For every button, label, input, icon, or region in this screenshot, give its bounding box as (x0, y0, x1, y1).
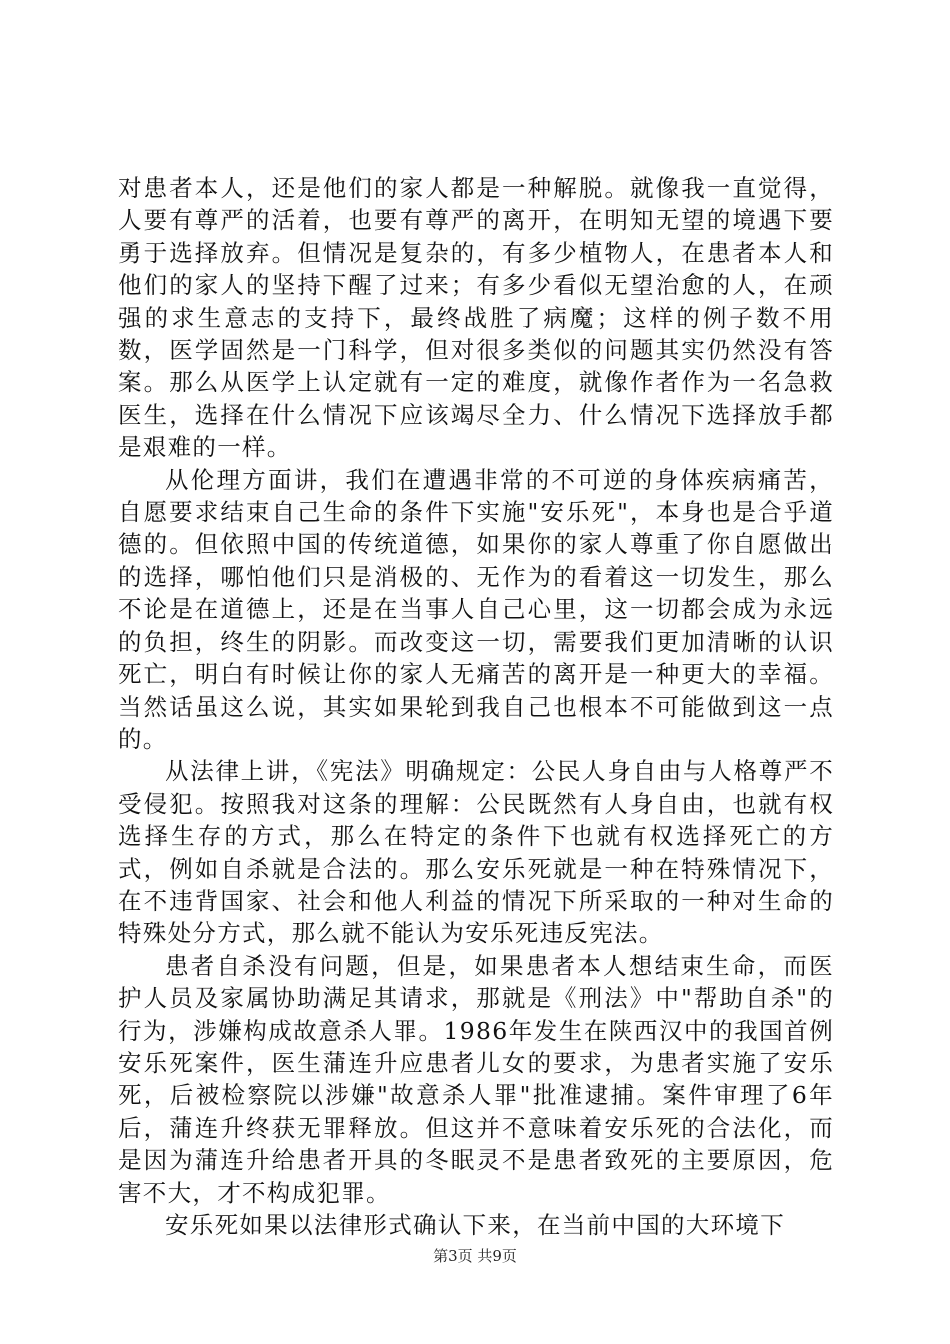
paragraph-law: 从法律上讲，《宪法》明确规定：公民人身自由与人格尊严不受侵犯。按照我对这条的理解：公民既然有人身自由，也就有权选择生存的方式，那么在特定的条件下也就有权选择死亡的方式，例如自杀就是合法的。那么安乐死就是一种在特殊情况下，在不违背国家、社会和他人利益的情况下所采取的一种对生命的特殊处分方式，那么就不能认为安乐死违反宪法。 (118, 757, 834, 948)
paragraph-legalization: 安乐死如果以法律形式确认下来，在当前中国的大环境下 (165, 1211, 785, 1239)
body-text (118, 172, 834, 1241)
paragraph-continuation: 对患者本人，还是他们的家人都是一种解脱。就像我一直觉得，人要有尊严的活着，也要有尊严的离开，在明知无望的境遇下要勇于选择放弃。但情况是复杂的，有多少植物人，在患者本人和他们的家人的坚持下醒了过来；有多少看似无望治愈的人，在顽强的求生意志的支持下，最终战胜了病魔；这样的例子数不用数，医学固然是一门科学，但对很多类似的问题其实仍然没有答案。那么从医学上认定就有一定的难度，就像作者作为一名急救医生，选择在什么情况下应该竭尽全力、什么情况下选择放手都是艰难的一样。 (118, 174, 834, 462)
page-number-footer: 第3页 共9页 (433, 1247, 517, 1265)
paragraph-criminal-law: 患者自杀没有问题，但是，如果患者本人想结束生命，而医护人员及家属协助满足其请求，那就是《刑法》中"帮助自杀"的行为，涉嫌构成故意杀人罪。1986年发生在陕西汉中的我国首例安乐死案件，医生蒲连升应患者儿女的要求，为患者实施了安乐死，后被检察院以涉嫌"故意杀人罪"批准逮捕。案件审理了6年后，蒲连升终获无罪释放。但这并不意味着安乐死的合法化，而是因为蒲连升给患者开具的冬眠灵不是患者致死的主要原因，危害不大，才不构成犯罪。 (118, 951, 834, 1207)
paragraph-ethics: 从伦理方面讲，我们在遭遇非常的不可逆的身体疾病痛苦，自愿要求结束自己生命的条件下实施"安乐死"，本身也是合乎道德的。但依照中国的传统道德，如果你的家人尊重了你自愿做出的选择，哪怕他们只是消极的、无作为的看着这一切发生，那么不论是在道德上，还是在当事人自己心里，这一切都会成为永远的负担，终生的阴影。而改变这一切，需要我们更加清晰的认识死亡，明白有时候让你的家人无痛苦的离开是一种更大的幸福。当然话虽这么说，其实如果轮到我自己也根本不可能做到这一点的。 (118, 465, 834, 753)
